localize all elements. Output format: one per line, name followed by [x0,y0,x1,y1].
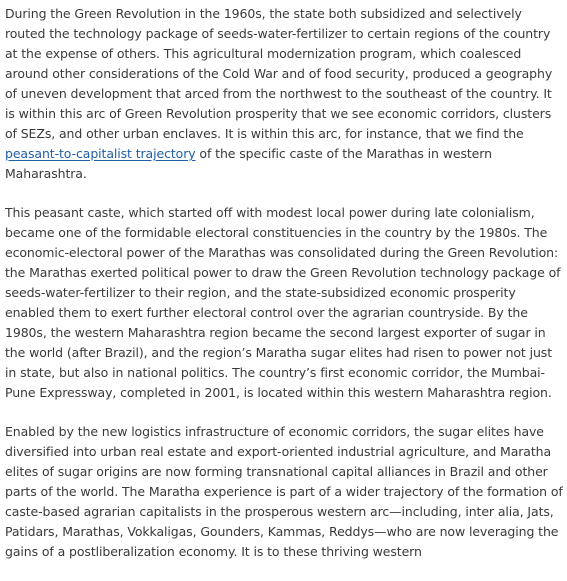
paragraph-3: Enabled by the new logistics infrastructure of economic corridors, the sugar elites have diversified into urban real estate and export-oriented industrial agriculture, and Maratha elites of sugar origins are now forming transnational capital alliances in Brazil and other parts of the world. The Maratha experience is part of a wider trajectory of the formation of caste-based agrarian capitalists in the prosperous western arc—including, inter alia, Jats, Patidars, Marathas, Vokkaligas, Gounders, Kammas, Reddys—who are now leveraging the gains of a postliberalization economy. It is to these thriving western [5,424,563,559]
peasant-to-capitalist-trajectory-link[interactable]: peasant-to-capitalist trajectory [5,146,196,161]
article-body [5,4,565,581]
paragraph-2: This peasant caste, which started off with modest local power during late colonialism, became one of the formidable electoral constituencies in the country by the 1980s. The economic-electoral power of the Marathas was consolidated during the Green Revolution: the Marathas exerted political power to draw the Green Revolution technology package of seeds-water-fertilizer to their region, and the state-subsidized economic prosperity enabled them to exert further electoral control over the agrarian countryside. By the 1980s, the western Maharashtra region became the second largest exporter of sugar in the world (after Brazil), and the region’s Maratha sugar elites had risen to power not just in state, but also in national politics. The country’s first economic corridor, the Mumbai-Pune Expressway, completed in 2001, is located within this western Maharashtra region. [5,205,561,400]
paragraph-1-text-end: of the specific caste of the Marathas in western Maharashtra. [5,146,492,181]
paragraph-1-text-start: During the Green Revolution in the 1960s, the state both subsidized and selectively routed the technology package of seeds-water-fertilizer to certain regions of the country at the expense of others. This agricultural modernization program, which coalesced around other considerations of the Cold War and of food security, produced a geography of uneven development that arced from the northwest to the southeast of the country. It is within this arc of Green Revolution prosperity that we see economic corridors, clusters of SEZs, and other urban enclaves. It is within this arc, for instance, that we find the [5,6,553,141]
paragraph-1 [5,4,565,184]
